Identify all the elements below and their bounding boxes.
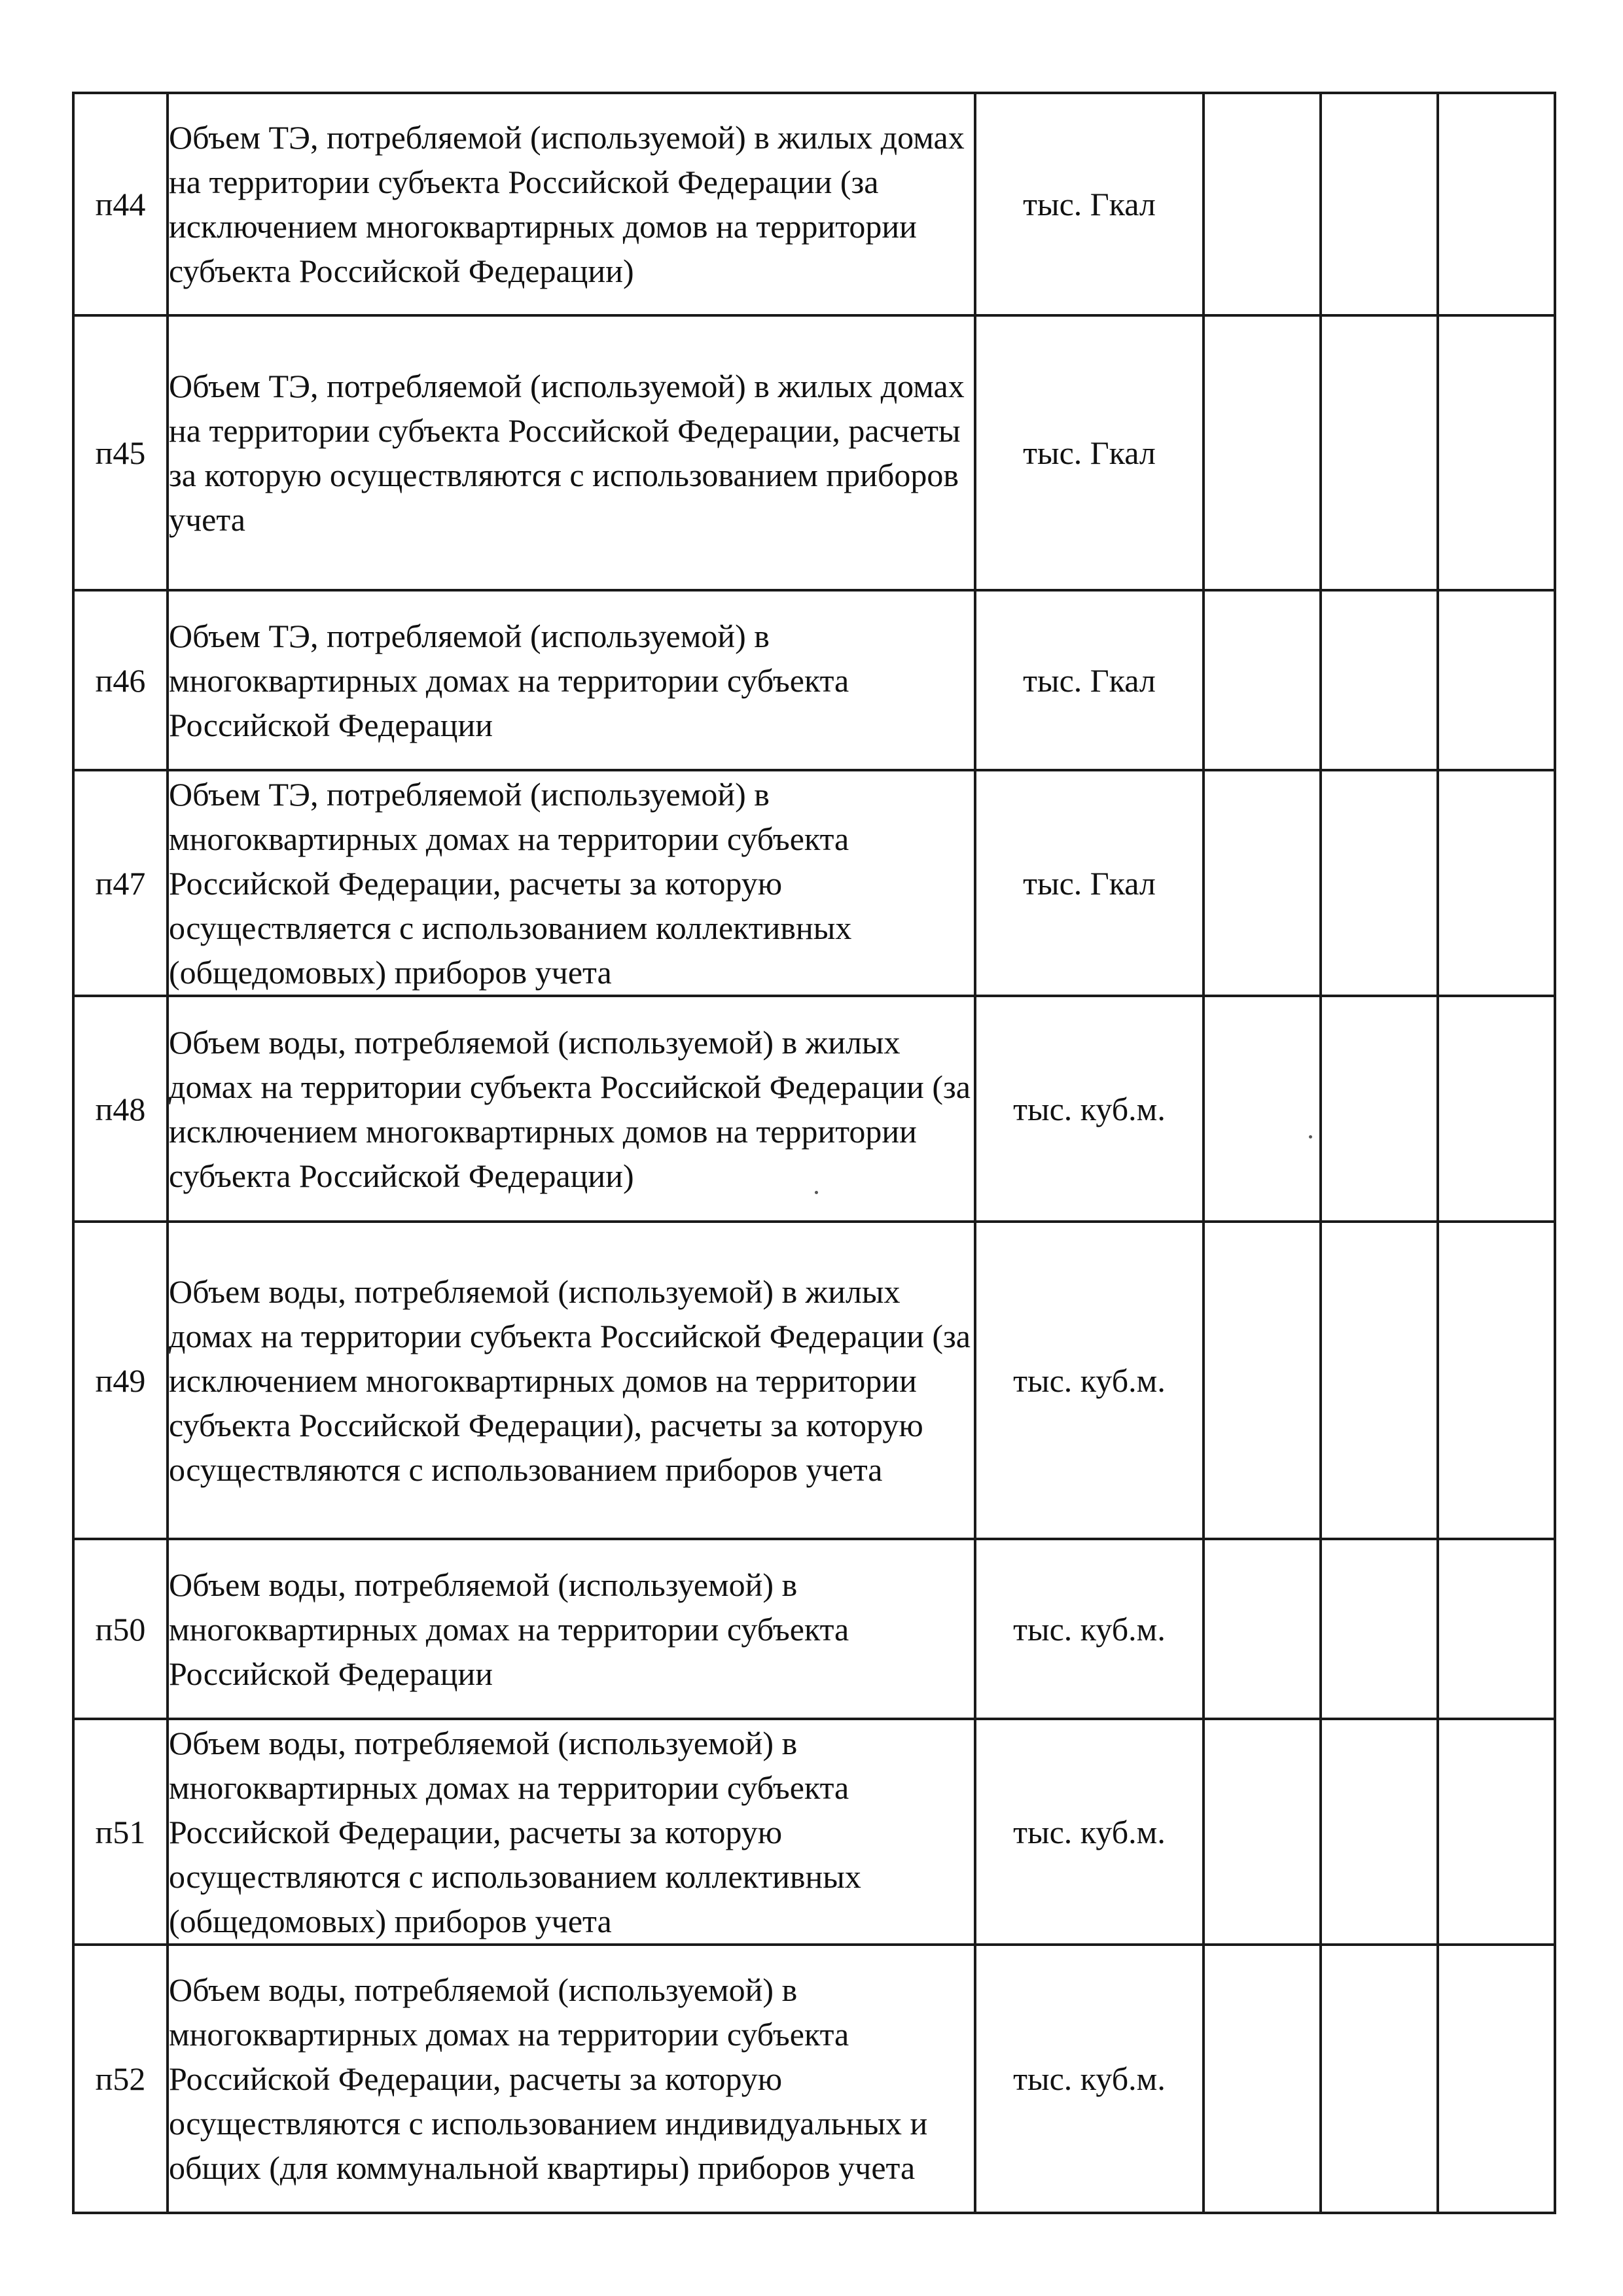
value-cell: [1204, 1945, 1321, 2213]
scan-speck: [815, 1191, 818, 1194]
row-code: п44: [73, 93, 168, 315]
value-cell: [1438, 315, 1555, 590]
value-cell: [1438, 996, 1555, 1222]
value-cell: [1321, 315, 1438, 590]
value-cell: [1204, 1719, 1321, 1945]
value-cell: [1204, 996, 1321, 1222]
value-cell: [1204, 93, 1321, 315]
value-cell: [1204, 590, 1321, 770]
row-code: п47: [73, 770, 168, 996]
table-row: [73, 1222, 1555, 1539]
row-unit: тыс. куб.м.: [975, 1719, 1204, 1945]
table-row: [73, 1945, 1555, 2213]
row-code: п48: [73, 996, 168, 1222]
value-cell: [1321, 996, 1438, 1222]
value-cell: [1321, 1719, 1438, 1945]
value-cell: [1438, 1719, 1555, 1945]
row-unit: тыс. куб.м.: [975, 1222, 1204, 1539]
value-cell: [1321, 93, 1438, 315]
table-row: [73, 93, 1555, 315]
row-description: Объем воды, потребляемой (используемой) в жилых домах на территории субъекта Российской Федерации (за исключением многоквартирных домов на территории субъекта Российской Федерации): [168, 996, 975, 1222]
row-description: Объем ТЭ, потребляемой (используемой) в многоквартирных домах на территории субъекта Российской Федерации, расчеты за которую осуществляется с использованием коллективных (общедомовых) приборов учета: [168, 770, 975, 996]
value-cell: [1438, 590, 1555, 770]
table-row: [73, 1539, 1555, 1719]
row-description: Объем ТЭ, потребляемой (используемой) в жилых домах на территории субъекта Российской Федерации, расчеты за которую осуществляются с использованием приборов учета: [168, 315, 975, 590]
value-cell: [1204, 1222, 1321, 1539]
row-unit: тыс. Гкал: [975, 770, 1204, 996]
row-code: п52: [73, 1945, 168, 2213]
row-description: Объем воды, потребляемой (используемой) в многоквартирных домах на территории субъекта Российской Федерации, расчеты за которую осуществляются с использованием индивидуальных и общих (для коммунальной квартиры) приборов учета: [168, 1945, 975, 2213]
row-description: Объем ТЭ, потребляемой (используемой) в многоквартирных домах на территории субъекта Российской Федерации: [168, 590, 975, 770]
scan-speck: [1309, 1135, 1312, 1139]
value-cell: [1321, 1222, 1438, 1539]
table-row: [73, 590, 1555, 770]
row-code: п49: [73, 1222, 168, 1539]
row-description: Объем воды, потребляемой (используемой) в многоквартирных домах на территории субъекта Российской Федерации, расчеты за которую осуществляются с использованием коллективных (общедомовых) приборов учета: [168, 1719, 975, 1945]
table-row: [73, 770, 1555, 996]
row-code: п50: [73, 1539, 168, 1719]
row-description: Объем ТЭ, потребляемой (используемой) в жилых домах на территории субъекта Российской Федерации (за исключением многоквартирных домов на территории субъекта Российской Федерации): [168, 93, 975, 315]
row-description: Объем воды, потребляемой (используемой) в многоквартирных домах на территории субъекта Российской Федерации: [168, 1539, 975, 1719]
row-unit: тыс. Гкал: [975, 315, 1204, 590]
row-unit: тыс. куб.м.: [975, 996, 1204, 1222]
table-row: [73, 315, 1555, 590]
row-unit: тыс. куб.м.: [975, 1539, 1204, 1719]
row-description: Объем воды, потребляемой (используемой) в жилых домах на территории субъекта Российской Федерации (за исключением многоквартирных домов на территории субъекта Российской Федерации), расчеты за которую осуществляются с использованием приборов учета: [168, 1222, 975, 1539]
value-cell: [1204, 770, 1321, 996]
table-row: [73, 996, 1555, 1222]
value-cell: [1438, 770, 1555, 996]
value-cell: [1438, 1945, 1555, 2213]
row-unit: тыс. куб.м.: [975, 1945, 1204, 2213]
value-cell: [1204, 1539, 1321, 1719]
row-code: п46: [73, 590, 168, 770]
value-cell: [1321, 1539, 1438, 1719]
indicator-table: [72, 92, 1556, 2214]
row-code: п51: [73, 1719, 168, 1945]
row-unit: тыс. Гкал: [975, 93, 1204, 315]
table-row: [73, 1719, 1555, 1945]
value-cell: [1321, 770, 1438, 996]
value-cell: [1321, 590, 1438, 770]
value-cell: [1321, 1945, 1438, 2213]
value-cell: [1204, 315, 1321, 590]
value-cell: [1438, 1539, 1555, 1719]
row-code: п45: [73, 315, 168, 590]
row-unit: тыс. Гкал: [975, 590, 1204, 770]
value-cell: [1438, 93, 1555, 315]
value-cell: [1438, 1222, 1555, 1539]
